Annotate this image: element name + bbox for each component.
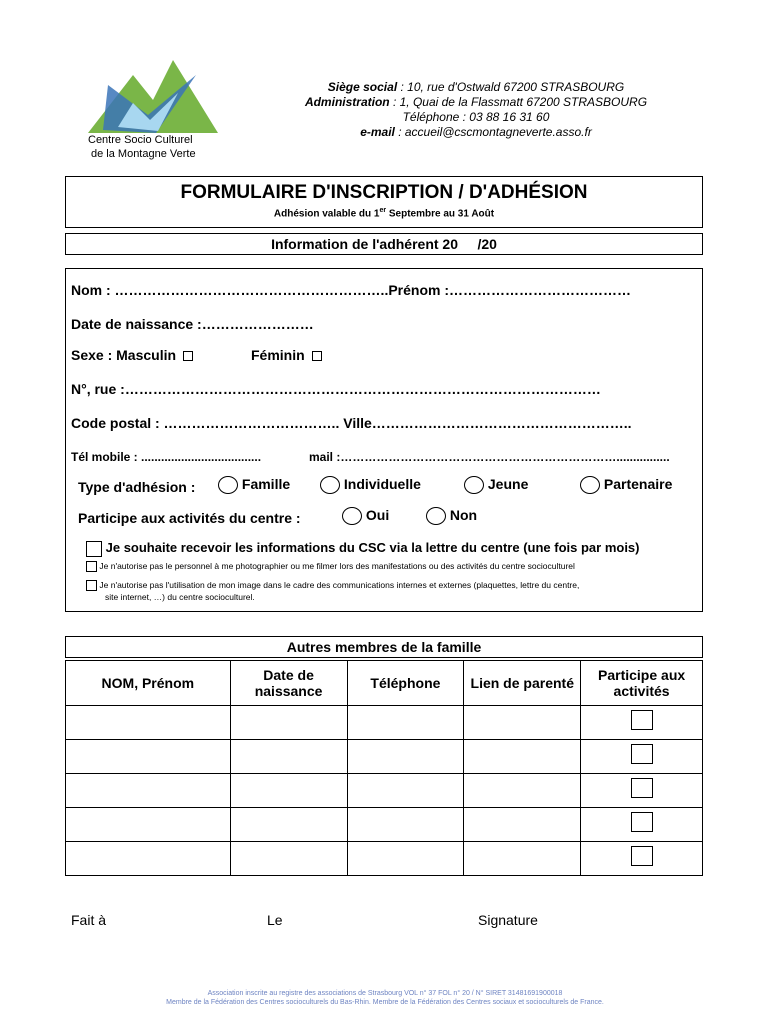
image-label-1: Je n'autorise pas l'utilisation de mon image dans le cadre des communications internes et externes (plaquettes, lettre du centre, [99,580,580,590]
table-cell[interactable] [230,740,347,774]
admin-label: Administration [304,95,390,109]
image-label-2: site internet, …) du centre socioculturel. [105,592,255,603]
email-value: : accueil@cscmontagneverte.asso.fr [394,125,592,139]
fait-a-label: Fait à [71,912,107,928]
col-participates: Participe aux activités [581,661,703,706]
participation-non-radio[interactable] [426,507,446,525]
participation-oui[interactable] [342,507,389,525]
table-cell[interactable] [347,706,464,740]
table-row [66,808,703,842]
type-jeune-radio[interactable] [464,476,484,494]
page-title: FORMULAIRE D'INSCRIPTION / D'ADHÉSION [180,182,588,203]
type-partenaire-radio[interactable] [580,476,600,494]
mail-field[interactable]: mail :……………………………………………………………................ [309,450,670,464]
participates-checkbox[interactable] [631,846,653,866]
mobile-field[interactable]: Tél mobile : .................................... [71,450,262,464]
participates-checkbox[interactable] [631,710,653,730]
email-label: e-mail [360,125,395,139]
subtitle-sup: er [379,207,387,214]
table-cell[interactable] [347,774,464,808]
type-jeune[interactable] [464,476,528,494]
siege-label: Siège social [327,80,398,94]
type-individuelle-radio[interactable] [320,476,340,494]
nom-prenom-field[interactable]: Nom : …………………………………………………..Prénom :………………………………… [71,282,632,298]
participation-non-label: Non [449,507,478,523]
table-cell [581,774,703,808]
logo [78,55,228,165]
type-partenaire-label: Partenaire [603,476,673,492]
type-partenaire[interactable] [580,476,672,494]
type-famille-label: Famille [241,476,291,492]
sex-female-label: Féminin [251,347,305,363]
table-row [66,774,703,808]
admin-value: : 1, Quai de la Flassmatt 67200 STRASBOURG [389,95,648,109]
table-cell[interactable] [66,808,231,842]
participates-checkbox[interactable] [631,744,653,764]
table-cell[interactable] [464,740,581,774]
sex-male-checkbox[interactable] [183,351,193,361]
family-table [65,660,703,876]
consent-photo[interactable] [86,561,575,572]
table-cell[interactable] [464,842,581,876]
logo-mountain-icon [78,55,228,135]
postal-city-field[interactable]: Code postal : ……………………………….. Ville……………………………………………….. [71,415,632,431]
table-cell[interactable] [66,740,231,774]
image-checkbox[interactable] [86,580,97,591]
phone-line: Téléphone : 03 88 16 31 60 [402,110,550,124]
title-box [65,176,703,228]
le-label: Le [267,912,283,928]
col-birth-date: Date de naissance [230,661,347,706]
logo-line-1: Centre Socio Culturel [88,134,193,146]
siege-value: : 10, rue d'Ostwald 67200 STRASBOURG [397,80,625,94]
table-cell[interactable] [230,774,347,808]
table-row [66,706,703,740]
type-famille[interactable] [218,476,290,494]
sex-male-label: Sexe : Masculin [71,347,177,363]
footer-line-2: Membre de la Fédération des Centres socioculturels du Bas-Rhin. Membre de la Fédération des Centres sociaux et socioculturels de France. [166,999,604,1006]
table-cell[interactable] [230,842,347,876]
table-cell[interactable] [66,706,231,740]
photo-checkbox[interactable] [86,561,97,572]
table-cell [581,740,703,774]
page-subtitle [66,207,702,219]
table-cell [581,842,703,876]
table-cell[interactable] [464,706,581,740]
participation-oui-radio[interactable] [342,507,362,525]
sex-female-checkbox[interactable] [312,351,322,361]
subtitle-start: Adhésion valable du 1 [273,208,380,220]
table-row [66,842,703,876]
newsletter-label: Je souhaite recevoir les informations du CSC via la lettre du centre (une fois par mois) [105,540,640,555]
membership-type-label: Type d'adhésion : [78,479,196,495]
table-cell[interactable] [230,706,347,740]
participates-checkbox[interactable] [631,778,653,798]
col-name: NOM, Prénom [66,661,231,706]
consent-newsletter[interactable] [86,540,640,557]
participation-label: Participe aux activités du centre : [78,510,301,526]
family-table-header [66,661,703,706]
table-cell[interactable] [464,808,581,842]
logo-line-2: de la Montagne Verte [91,148,196,160]
birth-date-field[interactable]: Date de naissance :…………………… [71,316,314,332]
footer [60,989,710,1007]
subtitle-end: Septembre au 31 Août [386,208,495,220]
col-relation: Lien de parenté [464,661,581,706]
type-individuelle[interactable] [320,476,421,494]
family-title: Autres membres de la famille [286,639,482,655]
signature-label: Signature [478,912,538,928]
family-title-box [65,636,703,658]
header-address [260,80,692,140]
table-cell[interactable] [230,808,347,842]
consent-image[interactable] [86,579,579,603]
sex-female-row [251,347,322,363]
participation-oui-label: Oui [365,507,390,523]
type-famille-radio[interactable] [218,476,238,494]
sex-row [71,347,193,363]
photo-label: Je n'autorise pas le personnel à me photographier ou me filmer lors des manifestations ou des activités du centre socioculturel [99,561,575,571]
col-phone: Téléphone [347,661,464,706]
footer-line-1: Association inscrite au registre des associations de Strasbourg VOL n° 37 FOL n° 20 / N° SIRET 31481691900018 [207,990,563,997]
street-field[interactable]: N°, rue :………………………………………………………………………………………… [71,381,601,397]
table-cell[interactable] [347,808,464,842]
table-row [66,740,703,774]
info-title-box [65,233,703,255]
table-cell[interactable] [464,774,581,808]
table-cell [581,808,703,842]
table-cell[interactable] [347,740,464,774]
type-individuelle-label: Individuelle [343,476,421,492]
table-cell[interactable] [347,842,464,876]
table-cell[interactable] [66,774,231,808]
table-cell [581,706,703,740]
participates-checkbox[interactable] [631,812,653,832]
newsletter-checkbox[interactable] [86,541,102,557]
type-jeune-label: Jeune [487,476,529,492]
table-cell[interactable] [66,842,231,876]
participation-non[interactable] [426,507,477,525]
info-title: Information de l'adhérent 20 /20 [271,236,497,252]
